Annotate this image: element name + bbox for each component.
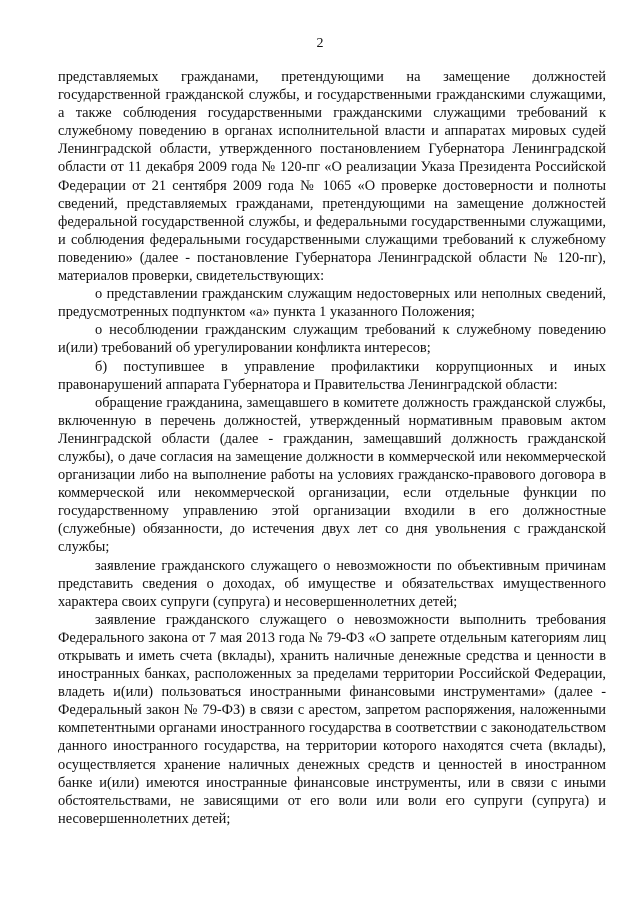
paragraph-citizen-appeal: обращение гражданина, замещавшего в комитете должность гражданской службы, включенную в перечень должностей, утвержденный нормативным правовым актом Ленинградской области (далее - гражданин, замещавший должность гражданской службы), о даче согласия на замещение должности в коммерческой или некоммерческой организации либо на выполнение работы на условиях гражданско-правового договора в коммерческой или некоммерческой организации, если отдельные функции по государственному управлению этой организации входили в его должностные (служебные) обязанности, до истечения двух лет со дня увольнения с гражданской службы; [58, 394, 606, 556]
paragraph-foreign-accounts: заявление гражданского служащего о невозможности выполнить требования Федерального закона от 7 мая 2013 года № 79-ФЗ «О запрете отдельным категориям лиц открывать и иметь счета (вклады), хранить наличные денежные средства и ценности в иностранных банках, расположенных за пределами территории Российской Федерации, владеть и(или) пользоваться иностранными финансовыми инструментами» (далее - Федеральный закон № 79-ФЗ) в связи с арестом, запретом распоряжения, наложенными компетентными органами иностранного государства в соответствии с законодательством данного иностранного государства, на территории которого находятся счета (вклады), осуществляется хранение наличных денежных средств и ценностей в иностранном банке и(или) имеются иностранные финансовые инструменты, или в связи с иными обстоятельствами, не зависящими от его воли или воли его супруги (супруга) и несовершеннолетних детей; [58, 611, 606, 827]
paragraph-conduct-violation: о несоблюдении гражданским служащим требований к служебному поведению и(или) требований об урегулировании конфликта интересов; [58, 322, 606, 357]
paragraph-false-info: о представлении гражданским служащим недостоверных или неполных сведений, предусмотренных подпунктом «а» пункта 1 указанного Положения; [58, 286, 606, 321]
paragraph-continuation: представляемых гражданами, претендующими на замещение должностей государственной гражданской службы, и государственными гражданскими служащими, а также соблюдения государственными гражданскими служащими требований к служебному поведению в органах исполнительной власти и аппаратах мировых судей Ленинградской области, утвержденного постановлением Губернатора Ленинградской области от 11 декабря 2009 года № 120-пг «О реализации Указа Президента Российской Федерации от 21 сентября 2009 года № 1065 «О проверке достоверности и полноты сведений, представляемых гражданами, претендующими на замещение должностей федеральной государственной службы, и федеральными государственными служащими, и соблюдения федеральными государственными служащими требований к служебному поведению» (далее - постановление Губернатора Ленинградской области № 120-пг), материалов проверки, свидетельствующих: [58, 69, 606, 285]
document-body [58, 68, 606, 828]
paragraph-item-b: б) поступившее в управление профилактики коррупционных и иных правонарушений аппарата Губернатора и Правительства Ленинградской области: [58, 358, 606, 393]
paragraph-income-statement: заявление гражданского служащего о невозможности по объективным причинам представить сведения о доходах, об имуществе и обязательствах имущественного характера своих супруги (супруга) и несовершеннолетних детей; [58, 557, 606, 610]
page-number: 2 [316, 36, 324, 51]
